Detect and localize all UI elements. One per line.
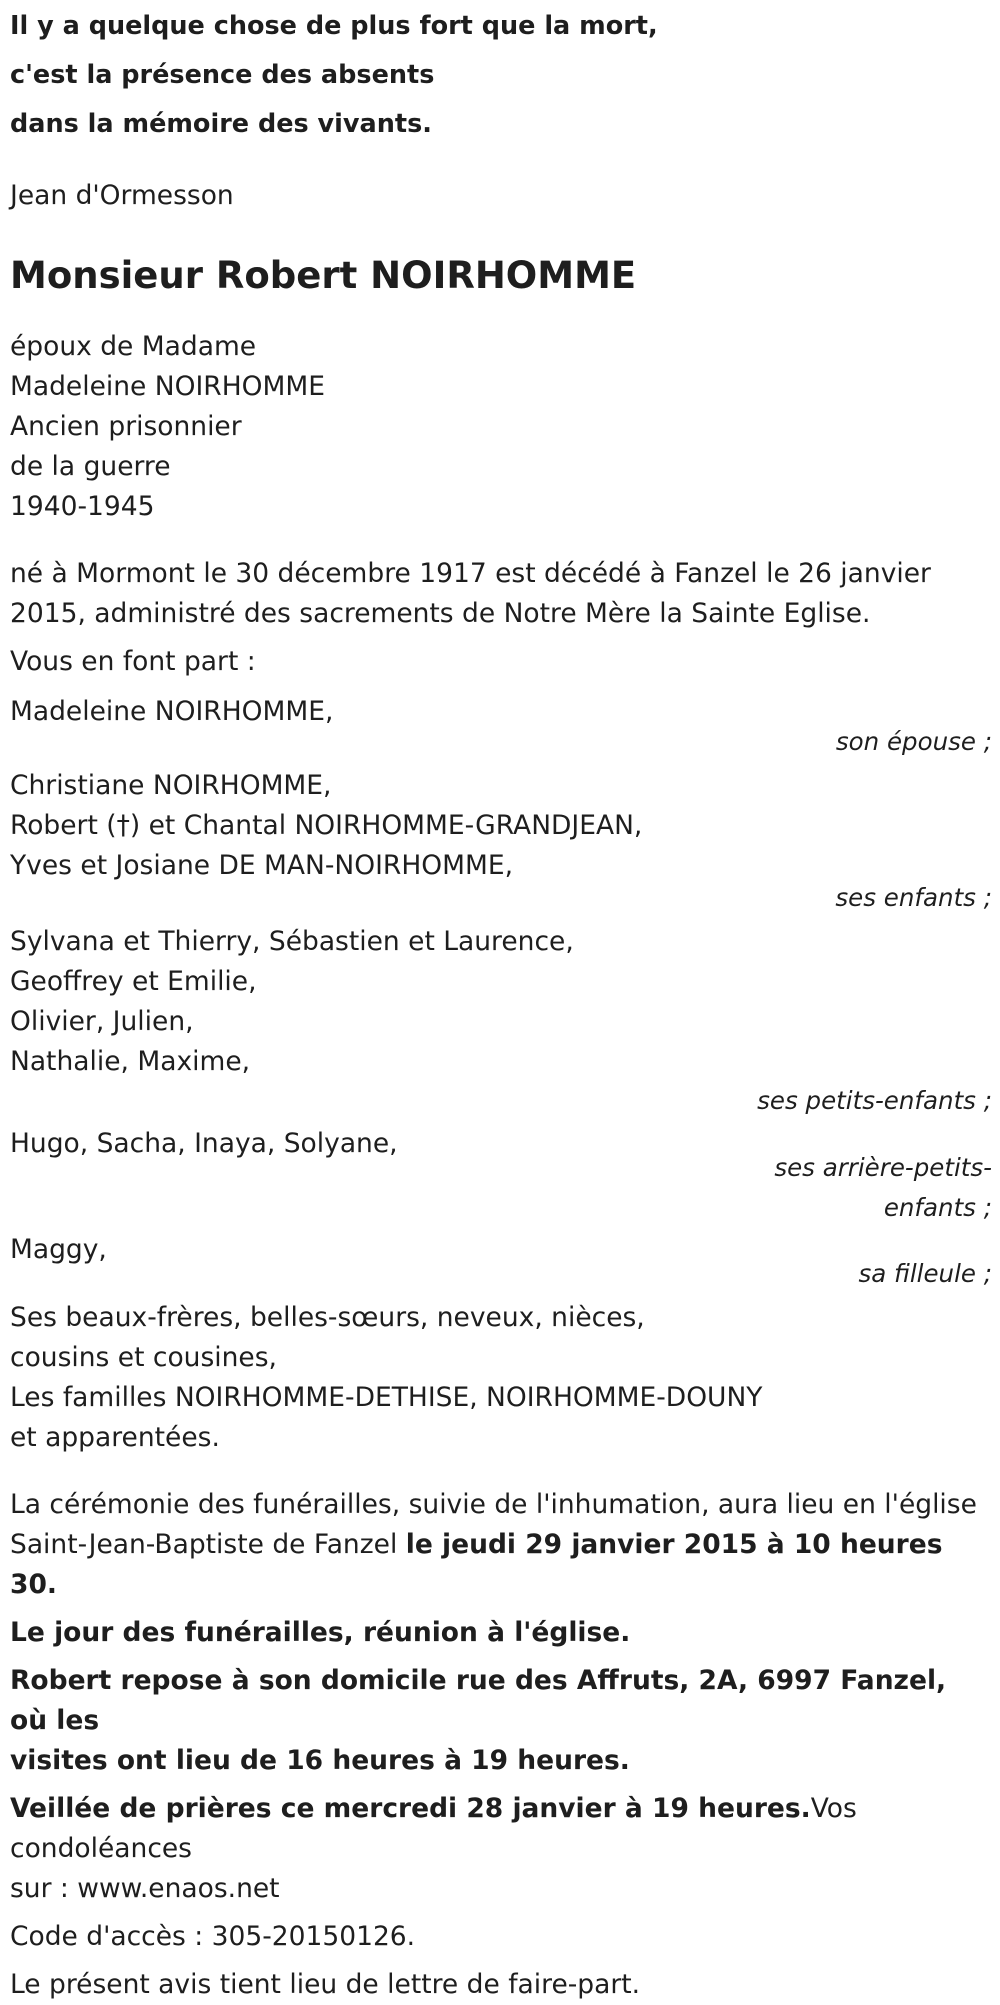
ceremony-place: Saint-Jean-Baptiste de Fanzel xyxy=(10,1529,406,1560)
quote-author: Jean d'Ormesson xyxy=(10,180,234,211)
family-line: Sylvana et Thierry, Sébastien et Laurence, xyxy=(10,926,574,957)
announcement-intro: Vous en font part : xyxy=(10,646,256,677)
quote xyxy=(10,2,992,149)
obituary-notice xyxy=(10,0,992,2005)
reunion-line: Le jour des funérailles, réunion à l'église. xyxy=(10,1617,631,1648)
notice-line: Le présent avis tient lieu de lettre de faire-part. xyxy=(10,1969,641,2000)
vigil-line xyxy=(10,1789,992,1869)
family-role: ses arrière-petits- xyxy=(774,1153,992,1182)
family-line: Robert (†) et Chantal NOIRHOMME-GRANDJEAN, xyxy=(10,810,643,841)
family-line: Hugo, Sacha, Inaya, Solyane, xyxy=(10,1128,398,1159)
family-line: Nathalie, Maxime, xyxy=(10,1046,251,1077)
family-line: Christiane NOIRHOMME, xyxy=(10,770,332,801)
vigil-text: Veillée de prières ce mercredi 28 janvier à 19 heures. xyxy=(10,1793,811,1824)
family-group-goddaughter xyxy=(10,1230,992,1294)
detail-line: époux de Madame xyxy=(10,331,257,362)
deceased-details xyxy=(10,327,992,527)
family-line: Maggy, xyxy=(10,1234,107,1265)
family-group-spouse xyxy=(10,692,992,762)
detail-line: 1940-1945 xyxy=(10,491,155,522)
viewing-line: Robert repose à son domicile rue des Affruts, 2A, 6997 Fanzel, où les xyxy=(10,1665,947,1736)
vigil-paragraph xyxy=(10,1789,992,1909)
condolences-text: Vos condoléances xyxy=(10,1793,857,1864)
condolences-link[interactable]: sur : www.enaos.net xyxy=(10,1873,280,1904)
birth-death-line: 2015, administré des sacrements de Notre Mère la Sainte Eglise. xyxy=(10,598,871,629)
detail-line: Ancien prisonnier xyxy=(10,411,242,442)
family-group-children xyxy=(10,766,992,918)
viewing-line: visites ont lieu de 16 heures à 19 heures. xyxy=(10,1745,630,1776)
family-role: ses petits-enfants ; xyxy=(757,1086,992,1115)
family-role: sa filleule ; xyxy=(858,1259,992,1288)
detail-line: de la guerre xyxy=(10,451,171,482)
family-role: ses enfants ; xyxy=(835,883,992,912)
birth-death-paragraph xyxy=(10,554,992,634)
detail-line: Madeleine NOIRHOMME xyxy=(10,371,325,402)
ceremony-line xyxy=(10,1525,992,1605)
ceremony-date: le jeudi 29 janvier 2015 à 10 heures 30. xyxy=(10,1529,943,1600)
family-line: Olivier, Julien, xyxy=(10,1006,194,1037)
family-line: cousins et cousines, xyxy=(10,1342,277,1373)
family-line: Yves et Josiane DE MAN-NOIRHOMME, xyxy=(10,850,514,881)
family-role: enfants ; xyxy=(883,1193,992,1222)
family-line: et apparentées. xyxy=(10,1422,220,1453)
deceased-name: Monsieur Robert NOIRHOMME xyxy=(10,254,637,297)
access-code: Code d'accès : 305-20150126. xyxy=(10,1921,416,1952)
ceremony-line: La cérémonie des funérailles, suivie de l'inhumation, aura lieu en l'église xyxy=(10,1489,977,1520)
family-line: Les familles NOIRHOMME-DETHISE, NOIRHOMME-DOUNY xyxy=(10,1382,763,1413)
quote-line: dans la mémoire des vivants. xyxy=(10,109,432,139)
family-line: Geoffrey et Emilie, xyxy=(10,966,257,997)
extended-family xyxy=(10,1298,992,1458)
viewing-paragraph xyxy=(10,1661,992,1781)
family-group-great-grandchildren xyxy=(10,1124,992,1228)
ceremony-paragraph xyxy=(10,1485,992,1605)
quote-line: c'est la présence des absents xyxy=(10,60,435,90)
family-line: Ses beaux-frères, belles-sœurs, neveux, nièces, xyxy=(10,1302,645,1333)
family-line: Madeleine NOIRHOMME, xyxy=(10,696,334,727)
quote-line: Il y a quelque chose de plus fort que la mort, xyxy=(10,11,658,41)
family-role: son épouse ; xyxy=(835,727,992,756)
birth-death-line: né à Mormont le 30 décembre 1917 est décédé à Fanzel le 26 janvier xyxy=(10,558,931,589)
family-group-grandchildren xyxy=(10,922,992,1121)
